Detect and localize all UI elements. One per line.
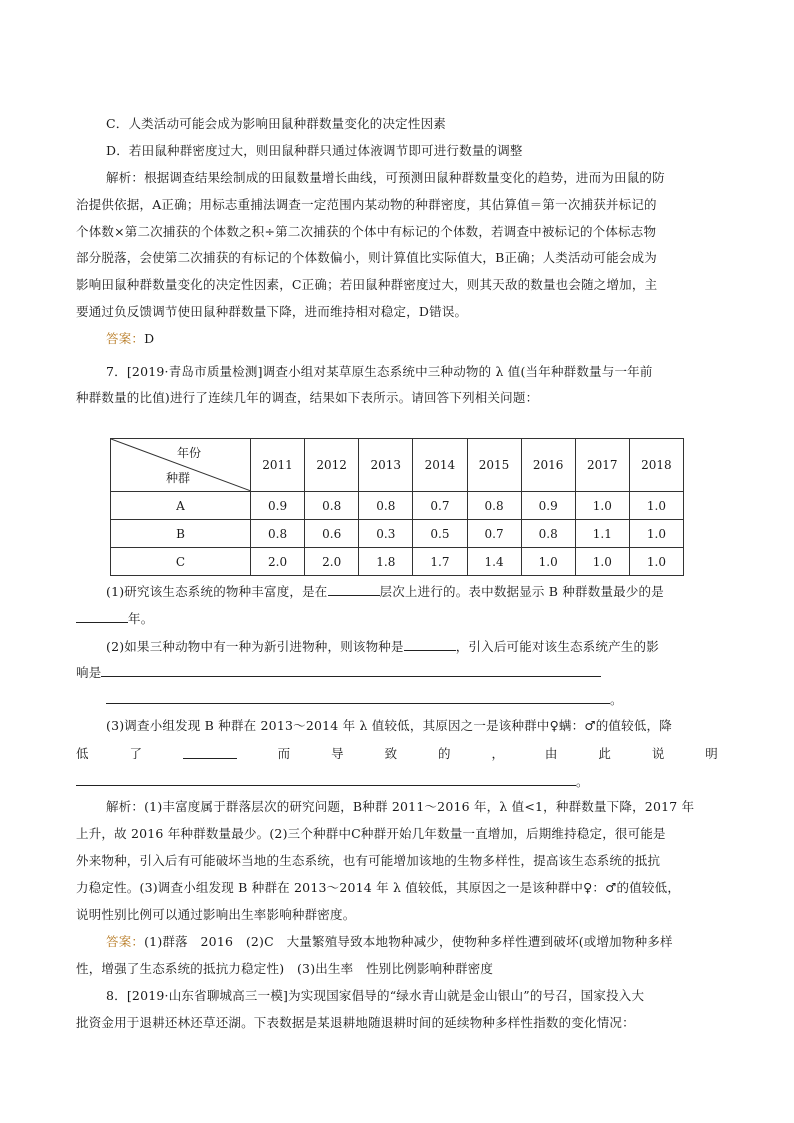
year-header: 2011 <box>251 439 305 492</box>
q7-sub3: (3)调查小组发现 B 种群在 2013～2014 年 λ 值较低，其原因之一是该种群中♀螨：♂的值较低，降 <box>106 718 672 733</box>
lambda-value: 1.0 <box>629 548 683 576</box>
q7-sub3-cont <box>76 744 718 764</box>
q7-sub3-word: 说 <box>651 746 665 761</box>
lambda-value: 0.8 <box>521 520 575 548</box>
q7-sub3-word: 了 <box>129 746 143 761</box>
q7-sub1-cont <box>76 608 718 629</box>
species-name: A <box>111 492 251 520</box>
q7-sub1-text: 层次上进行的。表中数据显示 B 种群数量最少的是 <box>379 584 664 599</box>
q7-analysis-line: 外来物种，引入后有可能破坏当地的生态系统，也有可能增加该地的生物多样性，提高该生态系统的抵抗 <box>76 853 661 868</box>
q7-sub2-end: 。 <box>610 692 623 707</box>
option-d: D．若田鼠种群密度过大，则田鼠种群只通过体液调节即可进行数量的调整 <box>106 143 523 158</box>
answer-blank[interactable] <box>76 771 576 786</box>
answer-blank[interactable] <box>404 636 456 651</box>
q7-sub3-word: 的 <box>438 746 451 761</box>
answer-blank[interactable] <box>328 581 380 596</box>
q7-sub3-word: 而 <box>277 746 291 761</box>
lambda-value: 1.0 <box>575 548 629 576</box>
table-row <box>111 520 684 548</box>
q7-sub3-word: 由 <box>544 746 558 761</box>
lambda-value: 0.8 <box>251 520 305 548</box>
lambda-value: 1.0 <box>629 520 683 548</box>
q7-answer-text: 答案：(1)群落 2016 (2)C 大量繁殖导致本地物种减少，使物种多样性遭到破坏(或增加物种多样 <box>106 934 673 949</box>
q7-sub3-word: 此 <box>598 746 612 761</box>
q6-analysis-line: 解析：根据调查结果绘制成的田鼠数量增长曲线，可预测田鼠种群数量变化的趋势，进而为田鼠的防 <box>106 170 665 185</box>
q7-sub2-cont <box>76 662 718 683</box>
year-header: 2015 <box>467 439 521 492</box>
q7-sub3-word: 导 <box>331 746 344 761</box>
lambda-value: 0.7 <box>467 520 521 548</box>
table-row <box>111 548 684 576</box>
q6-analysis-line: 个体数×第二次捕获的个体数之积÷第二次捕获的个体中有标记的个体数，若调查中被标记的个体标志物 <box>76 224 657 239</box>
year-header: 2013 <box>359 439 413 492</box>
q7-sub3-word: ， <box>491 746 505 761</box>
q8-stem-line: 批资金用于退耕还林还草还湖。下表数据是某退耕地随退耕时间的延续物种多样性指数的变化情况： <box>76 1015 635 1030</box>
q7-analysis-line: 力稳定性。(3)调查小组发现 B 种群在 2013～2014 年 λ 值较低，其原因之一是该种群中♀：♂的值较低， <box>76 880 681 895</box>
year-header: 2017 <box>575 439 629 492</box>
table-row <box>111 492 684 520</box>
q7-analysis-line: 上升，故 2016 年种群数量最少。(2)三个种群中C种群开始几年数量一直增加，后期维持稳定，很可能是 <box>76 826 666 841</box>
q7-sub2-text: ，引入后可能对该生态系统产生的影 <box>455 639 659 654</box>
lambda-value: 0.8 <box>359 492 413 520</box>
lambda-value: 1.0 <box>575 492 629 520</box>
q7-analysis-line: 说明性别比例可以通过影响出生率影响种群密度。 <box>76 907 356 922</box>
lambda-value: 0.9 <box>251 492 305 520</box>
lambda-value: 1.0 <box>629 492 683 520</box>
lambda-value: 0.6 <box>305 520 359 548</box>
lambda-value: 1.4 <box>467 548 521 576</box>
q7-sub1-text: 年。 <box>128 611 154 626</box>
lambda-value: 1.7 <box>413 548 467 576</box>
q7-answer-line: 性，增强了生态系统的抵抗力稳定性) (3)出生率 性别比例影响种群密度 <box>76 961 494 976</box>
option-c: C．人类活动可能会成为影响田鼠种群数量变化的决定性因素 <box>106 116 446 131</box>
year-header: 2014 <box>413 439 467 492</box>
lambda-value: 0.7 <box>413 492 467 520</box>
q7-analysis-line: 解析：(1)丰富度属于群落层次的研究问题，B种群 2011～2016 年，λ 值<1，种群数量下降，2017 年 <box>106 799 695 814</box>
answer-blank[interactable] <box>76 608 128 623</box>
table-header-row <box>111 439 684 492</box>
q7-answer-line <box>106 932 718 952</box>
q6-answer: 答案：D <box>106 331 155 346</box>
header-species-label: 种群 <box>166 471 191 485</box>
q7-sub2-text: 响是 <box>76 665 102 680</box>
diagonal-header-cell <box>111 439 251 492</box>
q7-sub1-text: (1)研究该生态系统的物种丰富度，是在 <box>106 584 328 599</box>
lambda-value: 0.9 <box>521 492 575 520</box>
lambda-value: 1.8 <box>359 548 413 576</box>
q7-sub3-end: 。 <box>576 774 589 789</box>
answer-blank[interactable] <box>101 662 601 677</box>
lambda-value: 1.0 <box>521 548 575 576</box>
lambda-value: 2.0 <box>251 548 305 576</box>
lambda-value: 0.8 <box>467 492 521 520</box>
header-year-label: 年份 <box>177 446 202 460</box>
answer-blank[interactable] <box>183 744 237 759</box>
q7-sub1 <box>106 581 718 602</box>
q7-sub2 <box>106 636 718 657</box>
species-name: C <box>111 548 251 576</box>
q7-sub2-cont <box>106 689 718 710</box>
lambda-value: 2.0 <box>305 548 359 576</box>
q7-sub3-word: 低 <box>76 746 89 761</box>
q7-sub3-cont <box>76 771 718 792</box>
species-name: B <box>111 520 251 548</box>
q7-sub3-word: 明 <box>705 746 718 761</box>
q6-analysis-line: 部分脱落，会使第二次捕获的有标记的个体数偏小，则计算值比实际值大，B正确；人类活动可能会成为 <box>76 250 657 265</box>
year-header: 2012 <box>305 439 359 492</box>
lambda-value: 0.3 <box>359 520 413 548</box>
q6-analysis-line: 要通过负反馈调节使田鼠种群数量下降，进而维持相对稳定，D错误。 <box>76 304 468 319</box>
q7-sub3-word: 致 <box>384 746 398 761</box>
q7-sub2-text: (2)如果三种动物中有一种为新引进物种，则该物种是 <box>106 639 404 654</box>
year-header: 2018 <box>629 439 683 492</box>
q8-stem-line: 8．[2019·山东省聊城高三一模]为实现国家倡导的“绿水青山就是金山银山”的号召，国家投入大 <box>106 988 645 1003</box>
lambda-table <box>110 438 684 576</box>
q6-analysis-line: 治提供依据，A正确；用标志重捕法调查一定范围内某动物的种群密度，其估算值＝第一次捕获并标记的 <box>76 197 657 212</box>
lambda-value: 0.8 <box>305 492 359 520</box>
year-header: 2016 <box>521 439 575 492</box>
lambda-value: 0.5 <box>413 520 467 548</box>
q6-analysis-line: 影响田鼠种群数量变化的决定性因素，C正确；若田鼠种群密度过大，则其天敌的数量也会随之增加，主 <box>76 277 658 292</box>
q7-stem-line: 7．[2019·青岛市质量检测]调查小组对某草原生态系统中三种动物的 λ 值(当年种群数量与一年前 <box>106 364 653 379</box>
q7-stem-line: 种群数量的比值)进行了连续几年的调查，结果如下表所示。请回答下列相关问题： <box>76 390 539 405</box>
answer-blank[interactable] <box>106 689 610 704</box>
lambda-value: 1.1 <box>575 520 629 548</box>
